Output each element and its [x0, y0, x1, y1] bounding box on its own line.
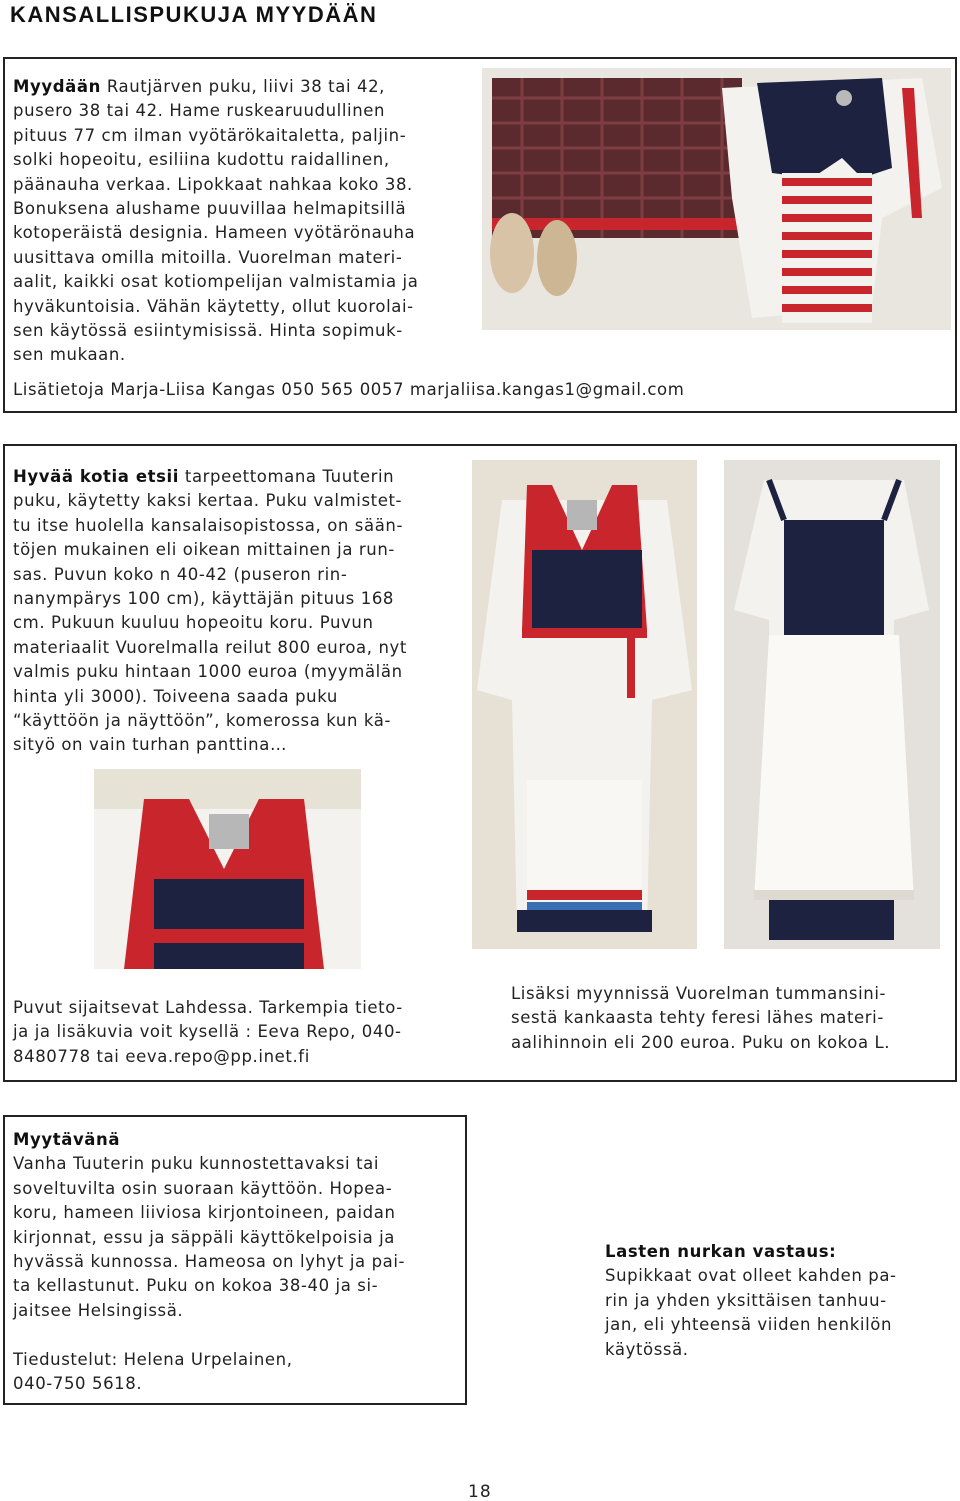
- line-text: sen käytössä esiintymisissä. Hinta sopimuk-: [13, 321, 403, 341]
- text-line: [13, 124, 483, 148]
- text-line: jan, eli yhteensä viiden henkilön: [605, 1315, 893, 1335]
- text-line: Puvut sijaitsevat Lahdessa. Tarkempia tieto-: [13, 998, 403, 1017]
- text-line: rin ja yhden yksittäisen tanhuu-: [605, 1290, 887, 1310]
- line-text: pusero 38 tai 42. Hame ruskearuudullinen: [13, 101, 386, 121]
- rautjarvi-costume-photo: [482, 68, 951, 330]
- text-line: jaitsee Helsingissä.: [13, 1300, 184, 1320]
- text-line: [13, 514, 468, 538]
- text-line: [13, 636, 468, 660]
- text-line: [13, 563, 468, 587]
- text-line: [13, 660, 468, 684]
- line-text: hinta yli 3000). Toiveena saada puku: [13, 686, 338, 706]
- text-line: ja ja lisäkuvia voit kysellä : Eeva Repo, 040-: [13, 1022, 402, 1042]
- line-text: nanympärys 100 cm), käyttäjän pituus 168: [13, 589, 395, 609]
- page-number: 18: [468, 1482, 492, 1501]
- feresi-costume-photo: [724, 460, 940, 949]
- text-line: [13, 587, 468, 611]
- text-line: aalihinnoin eli 200 euroa. Puku on kokoa L.: [511, 1032, 891, 1052]
- line-text: sen mukaan.: [13, 345, 126, 365]
- text-line: [13, 295, 483, 319]
- line-text: sas. Puvun koko n 40-42 (puseron rin-: [13, 564, 348, 584]
- ad-tuuteri-location: [13, 996, 473, 1069]
- text-line: [13, 538, 468, 562]
- text-line: sestä kankaasta tehty feresi lähes materi-: [511, 1008, 884, 1028]
- line-text: päänauha verkaa. Lipokkaat nahkaa koko 38.: [13, 174, 413, 194]
- text-line: [13, 343, 483, 367]
- line-text: Bonuksena alushame puuvillaa helmapitsillä: [13, 199, 407, 219]
- line-text: aalit, kaikki osat kotiompelijan valmistamia ja: [13, 272, 419, 292]
- line-text: tu itse huolella kansalaisopistossa, on sään-: [13, 515, 404, 535]
- text-line: [13, 197, 483, 221]
- text-line: [13, 99, 483, 123]
- text-line: koru, hameen liiviosa kirjontoineen, paidan: [13, 1203, 396, 1223]
- text-line: [13, 685, 468, 709]
- text-line: käytössä.: [605, 1339, 689, 1359]
- text-line: 8480778 tai eeva.repo@pp.inet.fi: [13, 1046, 310, 1066]
- line-text: kotoperäistä designia. Hameen vyötärönauha: [13, 223, 416, 243]
- line-text: valmis puku hintaan 1000 euroa (myymälän: [13, 662, 403, 682]
- text-line: [13, 465, 468, 489]
- line-text: solki hopeoitu, esiliina kudottu raidallinen,: [13, 150, 390, 170]
- text-line: [13, 75, 483, 99]
- ad-tuuteri-text: [13, 465, 468, 758]
- line-text: “käyttöön ja näyttöön”, komerossa kun kä-: [13, 711, 392, 731]
- text-line: [13, 709, 468, 733]
- text-line: [13, 319, 483, 343]
- text-line: [13, 611, 468, 635]
- ad-myytavana-title: Myytävänä: [13, 1130, 121, 1149]
- ad-feresi-text: [511, 982, 951, 1055]
- bold-lead: Hyvää kotia etsii: [13, 467, 180, 486]
- text-line: ta kellastunut. Puku on kokoa 38-40 ja si-: [13, 1276, 379, 1296]
- line-text: töjen mukainen eli oikean mittainen ja run-: [13, 540, 395, 560]
- line-text: sityö on vain turhan panttina…: [13, 735, 288, 755]
- text-line: [13, 733, 468, 757]
- tuuteri-costume-photo-detail: [94, 769, 361, 969]
- line-text: tarpeettomana Tuuterin: [179, 467, 395, 486]
- text-line: [13, 173, 483, 197]
- contact-line: Lisätietoja Marja-Liisa Kangas 050 565 0057 marjaliisa.kangas1@gmail.com: [13, 380, 685, 399]
- text-line: kirjonnat, essu ja säppäli käyttökelpoisia ja: [13, 1227, 396, 1247]
- text-line: [13, 148, 483, 172]
- text-line: hyvässä kunnossa. Hameosa on lyhyt ja pai-: [13, 1252, 406, 1272]
- line-text: Rautjärven puku, liivi 38 tai 42,: [100, 77, 386, 96]
- text-line: Lisäksi myynnissä Vuorelman tummansini-: [511, 984, 887, 1003]
- text-line: soveltuvilta osin suoraan käyttöön. Hopea-: [13, 1178, 393, 1198]
- tuuteri-costume-photo-front: [472, 460, 697, 949]
- text-line: Supikkaat ovat olleet kahden pa-: [605, 1266, 897, 1286]
- ad-myytavana-text: [13, 1128, 463, 1396]
- text-line: [13, 246, 483, 270]
- text-line: [13, 221, 483, 245]
- text-line: [13, 270, 483, 294]
- ad-rautjarvi-text: [13, 75, 483, 368]
- bold-lead: Myydään: [13, 77, 101, 96]
- text-line: Tiedustelut: Helena Urpelainen,: [13, 1349, 293, 1369]
- text-line: Vanha Tuuterin puku kunnostettavaksi tai: [13, 1154, 380, 1174]
- line-text: uusittava omilla mitoilla. Vuorelman materi-: [13, 247, 403, 267]
- line-text: cm. Pukuun kuuluu hopeoitu koru. Puvun: [13, 613, 374, 633]
- page-heading: KANSALLISPUKUJA MYYDÄÄN: [10, 2, 378, 27]
- line-text: pituus 77 cm ilman vyötärökaitaletta, paljin-: [13, 125, 407, 145]
- text-line: [13, 489, 468, 513]
- kids-corner-text: [605, 1240, 955, 1362]
- kids-corner-title: Lasten nurkan vastaus:: [605, 1242, 837, 1261]
- text-line: 040-750 5618.: [13, 1374, 143, 1394]
- line-text: hyväkuntoisia. Vähän käytetty, ollut kuorolai-: [13, 296, 414, 316]
- blank-line: [13, 1323, 463, 1347]
- ad-rautjarvi-contact: [13, 378, 684, 402]
- line-text: puku, käytetty kaksi kertaa. Puku valmistet-: [13, 491, 403, 511]
- line-text: materiaalit Vuorelmalla reilut 800 euroa, nyt: [13, 637, 407, 657]
